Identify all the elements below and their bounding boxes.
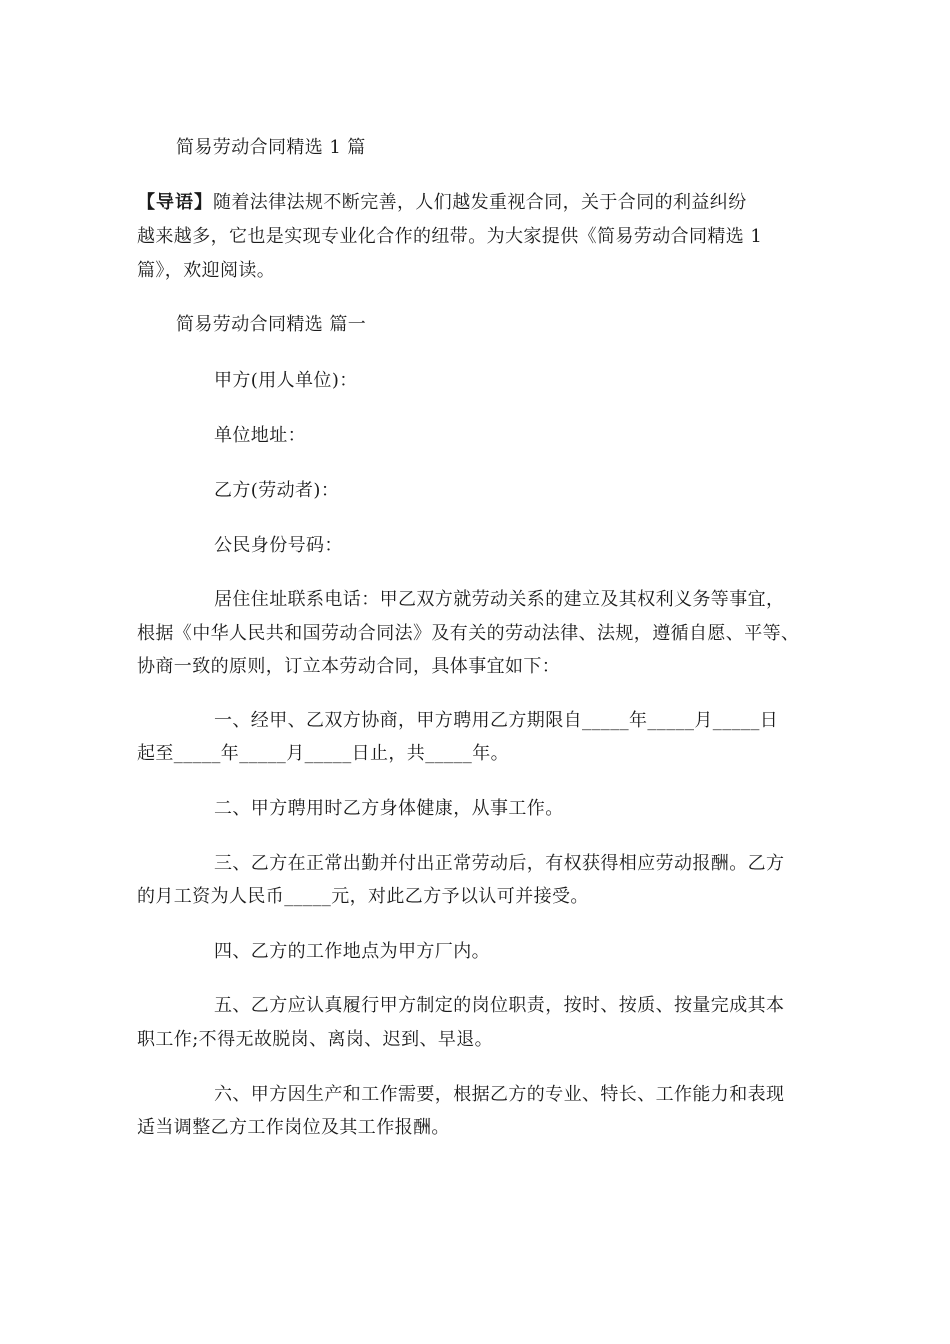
section-heading: 简易劳动合同精选 篇一: [176, 314, 367, 335]
preamble-line-3: 协商一致的原则，订立本劳动合同，具体事宜如下：: [137, 656, 561, 677]
clause-6-line-2: 适当调整乙方工作岗位及其工作报酬。: [137, 1117, 450, 1138]
preamble-line-1: 居住住址联系电话：甲乙双方就劳动关系的建立及其权利义务等事宜，: [214, 589, 785, 610]
field-party-a: 甲方(用人单位)：: [214, 370, 358, 391]
clause-6-line-1: 六、甲方因生产和工作需要，根据乙方的专业、特长、工作能力和表现: [214, 1084, 785, 1105]
field-party-b: 乙方(劳动者)：: [214, 480, 340, 501]
preamble-line-2: 根据《中华人民共和国劳动合同法》及有关的劳动法律、法规，遵循自愿、平等、: [137, 623, 800, 644]
document-title: 简易劳动合同精选 1 篇: [176, 137, 366, 158]
clause-5-line-2: 职工作;不得无故脱岗、离岗、迟到、早退。: [137, 1029, 494, 1050]
intro-tag: 【导语】: [137, 192, 213, 213]
intro-line-2: 越来越多，它也是实现专业化合作的纽带。为大家提供《简易劳动合同精选 1: [137, 226, 763, 247]
clause-2-line-1: 二、甲方聘用时乙方身体健康，从事工作。: [214, 798, 564, 819]
field-id-number: 公民身份号码：: [214, 535, 343, 556]
intro-text-1: 随着法律法规不断完善，人们越发重视合同，关于合同的利益纠纷: [213, 192, 747, 213]
clause-1-line-1: 一、经甲、乙双方协商，甲方聘用乙方期限自_____年_____月_____日: [214, 710, 779, 731]
intro-line-1: [137, 188, 747, 218]
clause-3-line-2: 的月工资为人民币_____元，对此乙方予以认可并接受。: [137, 886, 589, 907]
intro-line-3: 篇》，欢迎阅读。: [137, 260, 276, 281]
clause-5-line-1: 五、乙方应认真履行甲方制定的岗位职责，按时、按质、按量完成其本: [214, 995, 785, 1016]
clause-3-line-1: 三、乙方在正常出勤并付出正常劳动后，有权获得相应劳动报酬。乙方: [214, 853, 785, 874]
field-address: 单位地址：: [214, 425, 306, 446]
clause-1-line-2: 起至_____年_____月_____日止，共_____年。: [137, 743, 509, 764]
clause-4-line-1: 四、乙方的工作地点为甲方厂内。: [214, 941, 490, 962]
